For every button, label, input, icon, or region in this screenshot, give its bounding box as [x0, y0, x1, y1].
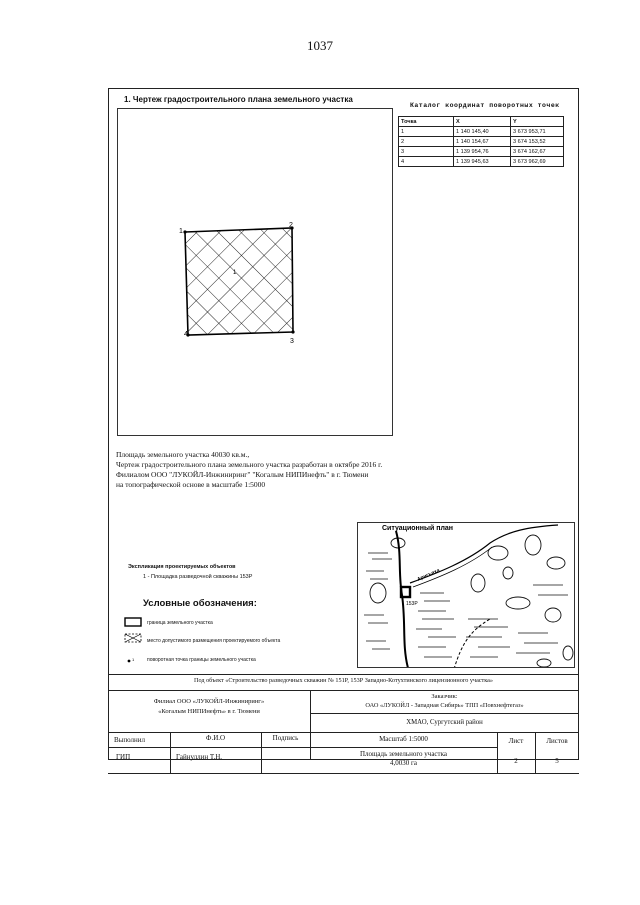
info-line: на топографической основе в масштабе 1:5000 — [116, 480, 266, 489]
well-label: 153Р — [406, 601, 418, 607]
catalog-cell: 2 — [399, 137, 454, 147]
stamp-col-sheets: Листов — [546, 737, 568, 745]
situation-plan-map — [357, 522, 575, 668]
turn-point-symbol — [128, 660, 131, 663]
table-row — [399, 147, 564, 157]
table-row — [399, 127, 564, 137]
stamp-area-title: Площадь земельного участка — [359, 750, 448, 758]
stamp-sheet: 2 — [514, 757, 518, 765]
stamp-company-line1: Филиал ООО «ЛУКОЙЛ-Инжиниринг» — [153, 698, 265, 705]
coordinate-catalog-table — [398, 116, 564, 167]
page-number: 1037 — [307, 38, 333, 53]
turn-point-3 — [291, 330, 294, 333]
river-label: Аригъяха — [416, 567, 441, 583]
stamp-col-sheet: Лист — [508, 737, 524, 745]
stamp-col-signature: Подпись — [272, 734, 299, 742]
legend-item-turn-point: поворотная точка границы земельного участка — [147, 657, 256, 663]
legend-point-marker: 1 — [132, 657, 135, 662]
stamp-object: Под объект «Строительство разведочных скважин № 151Р, 153Р Западно-Котухтинского лицензионного участка» — [193, 677, 494, 684]
info-line: Площадь земельного участка 40030 кв.м., — [116, 450, 250, 459]
legend-symbols — [124, 617, 146, 667]
info-line: Чертеж градостроительного плана земельного участка разработан в октябре 2016 г. — [116, 460, 383, 469]
stamp-customer-label: Заказчик: — [431, 693, 458, 700]
stamp-customer: ОАО «ЛУКОЙЛ - Западная Сибирь» ТПП «Повхнефтегаз» — [365, 702, 524, 709]
table-row — [399, 137, 564, 147]
catalog-cell: 1 — [399, 127, 454, 137]
corner-label-1: 1 — [179, 228, 183, 235]
section-title: 1. Чертеж градостроительного плана земельного участка — [124, 95, 353, 104]
catalog-cell: 1 140 145,40 — [454, 127, 511, 137]
stamp-company-line2: «Когалым НИПИнефть» в г. Тюмени — [158, 708, 260, 715]
plot-center-label: 1 — [233, 270, 237, 276]
catalog-cell: 1 139 945,63 — [454, 157, 511, 167]
stamp-area-value: 4,0030 га — [390, 759, 417, 767]
catalog-cell: 1 139 954,76 — [454, 147, 511, 157]
catalog-cell: 3 673 962,69 — [511, 157, 564, 167]
catalog-header-y: Y — [511, 117, 564, 127]
corner-label-2: 2 — [289, 222, 293, 229]
stamp-role: ГИП — [116, 753, 131, 761]
plot-drawing — [117, 108, 393, 436]
table-row — [399, 157, 564, 167]
stamp-person: Гайнуллин Т.Н. — [176, 753, 223, 761]
stamp-location: ХМАО, Сургутский район — [406, 719, 483, 726]
situation-plan-title: Ситуационный план — [382, 525, 454, 532]
catalog-cell: 1 140 154,67 — [454, 137, 511, 147]
road-line — [396, 531, 408, 668]
catalog-cell: 3 674 162,67 — [511, 147, 564, 157]
catalog-cell: 3 674 153,52 — [511, 137, 564, 147]
catalog-cell: 3 673 953,71 — [511, 127, 564, 137]
legend-item-boundary: граница земельного участка — [147, 620, 213, 626]
situation-plan-drawing — [358, 523, 575, 668]
catalog-cell: 3 — [399, 147, 454, 157]
catalog-header-row — [399, 117, 564, 127]
turn-point-1 — [183, 230, 186, 233]
stamp-sheets: 5 — [555, 757, 559, 765]
catalog-cell: 4 — [399, 157, 454, 167]
legend-title: Условные обозначения: — [143, 598, 257, 609]
explication-item: 1 - Площадка разведочной скважины 153Р — [143, 574, 253, 580]
plot-info — [116, 450, 382, 490]
stamp-scale: Масштаб 1:5000 — [379, 735, 428, 743]
stamp-col-performed: Выполнил — [114, 736, 146, 744]
explication-title: Экспликация проектируемых объектов — [128, 564, 236, 570]
stamp-col-name: Ф.И.О — [205, 734, 226, 742]
plot-boundary-symbol — [125, 618, 141, 626]
corner-label-3: 3 — [290, 338, 294, 345]
catalog-header-x: X — [454, 117, 511, 127]
catalog-title: Каталог координат поворотных точек — [410, 102, 560, 109]
info-line: Филиалом ООО "ЛУКОЙЛ-Инжиниринг" "Когалым НИПИнефть" в г. Тюмени — [116, 470, 369, 479]
legend-item-placement: место допустимого размещения проектируемого объекта — [147, 638, 281, 644]
catalog-header-point: Точка — [399, 117, 454, 127]
plot-polygon — [185, 228, 293, 335]
corner-label-4: 4 — [184, 331, 188, 338]
